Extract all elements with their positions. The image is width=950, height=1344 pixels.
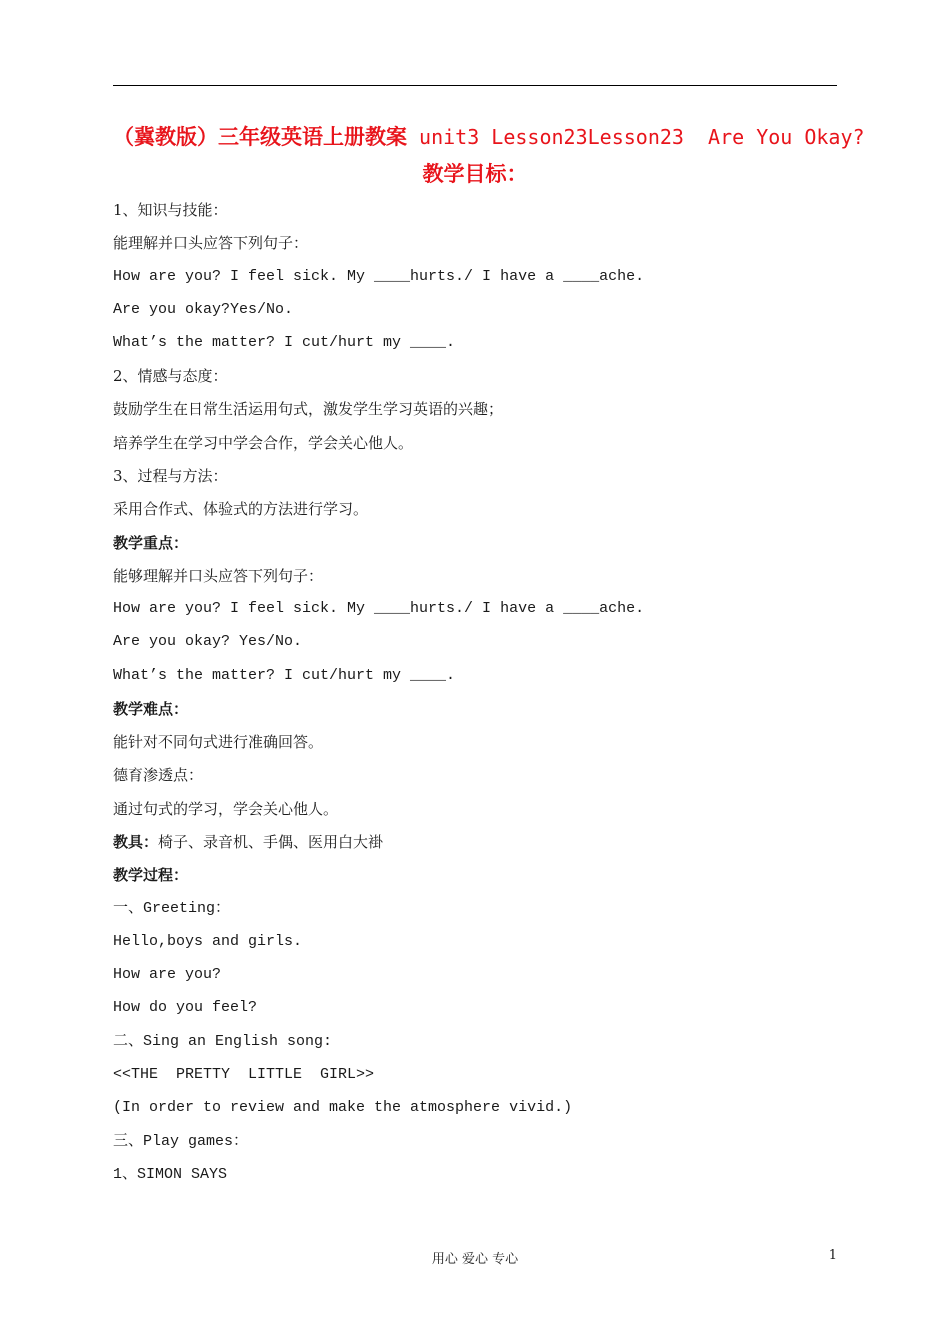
teaching-tools-line <box>113 832 383 852</box>
title-english: unit3 Lesson23Lesson23 Are You Okay? <box>407 125 865 149</box>
footer-motto: 用心 爱心 专心 <box>431 1252 519 1267</box>
document-title <box>113 119 865 155</box>
text-line: 1、知识与技能： <box>113 201 228 219</box>
header-rule <box>113 85 837 86</box>
text-line: 培养学生在学习中学会合作，学会关心他人。 <box>113 434 414 452</box>
text-line: 2、情感与态度： <box>113 367 228 385</box>
text-line: How are you? I feel sick. My ____hurts./ I have a ____ache. <box>113 268 645 285</box>
text-line: Are you okay?Yes/No. <box>113 301 294 318</box>
text-line: What’s the matter? I cut/hurt my ____. <box>113 667 456 684</box>
text-line: 二、Sing an English song: <box>113 1033 333 1050</box>
text-line: How are you? <box>113 966 222 983</box>
text-line: <<THE PRETTY LITTLE GIRL>> <box>113 1066 375 1083</box>
text-line: What’s the matter? I cut/hurt my ____. <box>113 334 456 351</box>
text-line: 德育渗透点： <box>113 766 204 784</box>
text-line: 1、SIMON SAYS <box>113 1166 228 1183</box>
text-line: Hello,boys and girls. <box>113 933 303 950</box>
text-line: 采用合作式、体验式的方法进行学习。 <box>113 500 369 518</box>
text-line: 能够理解并口头应答下列句子： <box>113 567 324 585</box>
text-line: 能理解并口头应答下列句子： <box>113 234 309 252</box>
text-line: How do you feel? <box>113 999 258 1016</box>
page-number: 1 <box>828 1248 837 1263</box>
heading-key-points: 教学重点： <box>113 534 189 552</box>
teaching-tools-list: 椅子、录音机、手偶、医用白大褂 <box>158 833 384 851</box>
section-heading-teaching-goals: 教学目标： <box>422 161 528 186</box>
text-line: (In order to review and make the atmosphere vivid.) <box>113 1099 573 1116</box>
text-line: 能针对不同句式进行准确回答。 <box>113 733 324 751</box>
text-line: Are you okay? Yes/No. <box>113 633 303 650</box>
text-line: 通过句式的学习，学会关心他人。 <box>113 800 339 818</box>
text-line: 3、过程与方法： <box>113 467 228 485</box>
heading-difficulties: 教学难点： <box>113 700 189 718</box>
text-line: How are you? I feel sick. My ____hurts./ I have a ____ache. <box>113 600 645 617</box>
heading-teaching-process: 教学过程： <box>113 866 189 884</box>
text-line: 鼓励学生在日常生活运用句式，激发学生学习英语的兴趣； <box>113 400 504 418</box>
text-line: 三、Play games： <box>113 1133 249 1150</box>
text-line: 一、Greeting： <box>113 900 231 917</box>
title-chinese: （冀教版）三年级英语上册教案 <box>113 124 407 149</box>
teaching-tools-label: 教具： <box>113 833 159 851</box>
